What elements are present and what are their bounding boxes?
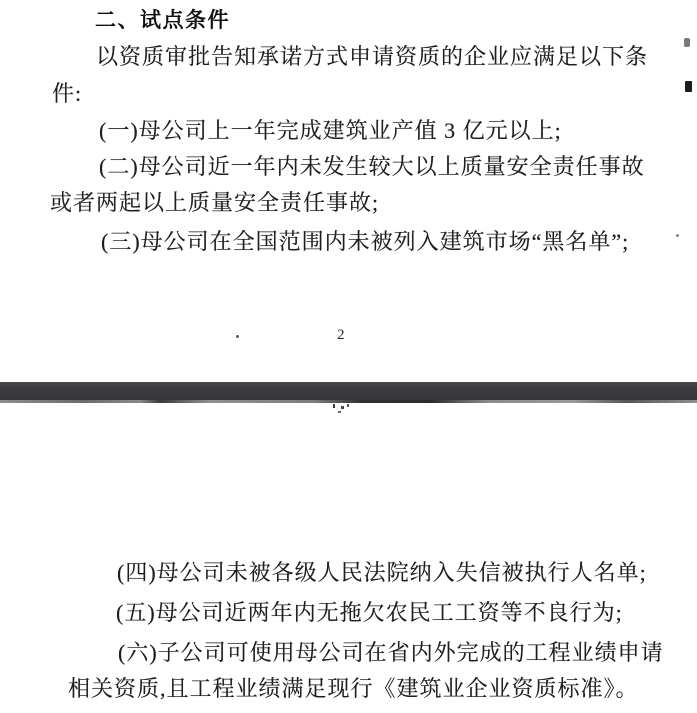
page-separator-band [0, 382, 697, 402]
body-line-item-2: (二)母公司近一年内未发生较大以上质量安全责任事故 [99, 154, 645, 179]
body-line-item-3: (三)母公司在全国范围内未被列入建筑市场“黑名单”; [101, 229, 630, 254]
body-line-intro: 以资质审批告知承诺方式申请资质的企业应满足以下条 [96, 44, 649, 69]
scan-mark-right-edge-dark [685, 81, 692, 92]
body-line-intro-wrap: 件: [52, 81, 83, 106]
document-page-2 [0, 403, 697, 713]
page-number: 2 [337, 327, 345, 343]
body-line-item-6-wrap: 相关资质,且工程业绩满足现行《建筑业企业资质标准》。 [68, 676, 639, 701]
scan-speck-right-of-item-3 [676, 234, 679, 237]
section-heading: 二、试点条件 [95, 8, 230, 32]
scan-speck-near-page-number [236, 335, 239, 338]
body-line-item-4: (四)母公司未被各级人民法院纳入失信被执行人名单; [117, 560, 647, 585]
body-line-item-5: (五)母公司近两年内无拖欠农民工工资等不良行为; [116, 600, 623, 625]
body-line-item-2-wrap: 或者两起以上质量安全责任事故; [50, 190, 380, 215]
body-line-item-1: (一)母公司上一年完成建筑业产值 3 亿元以上; [99, 118, 562, 143]
scan-mark-right-edge-top [684, 38, 690, 47]
body-line-item-6: (六)子公司可使用母公司在省内外完成的工程业绩申请 [118, 640, 664, 665]
